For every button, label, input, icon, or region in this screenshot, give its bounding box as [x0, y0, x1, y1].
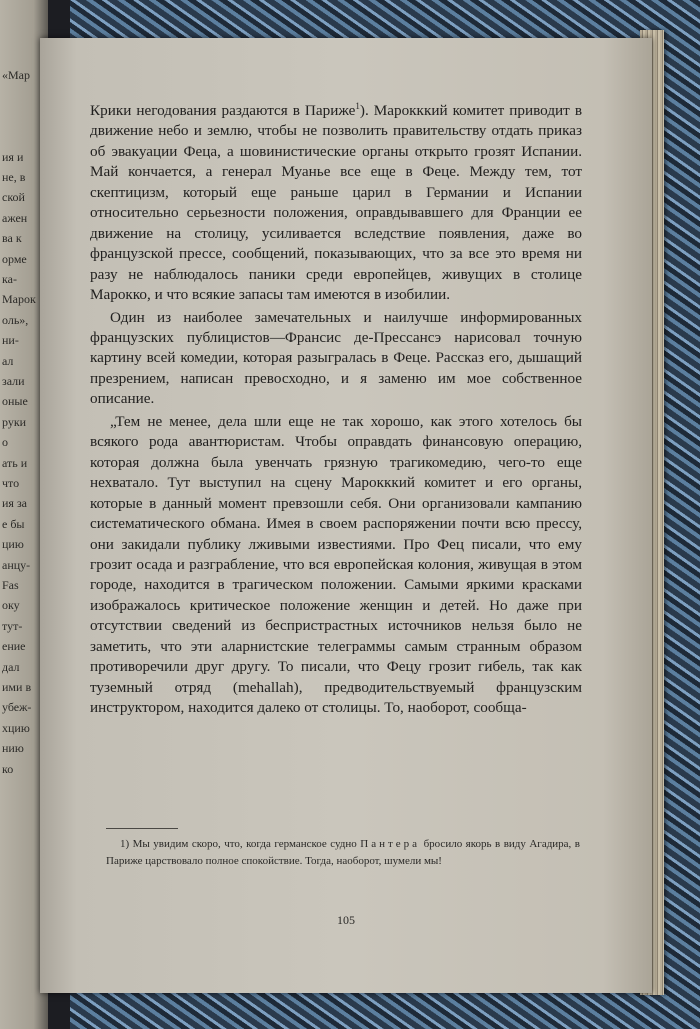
left-page-line: оные	[2, 394, 28, 409]
left-page-line: убеж-	[2, 700, 32, 715]
left-page-line: не, в	[2, 170, 26, 184]
left-page-line: зали	[2, 374, 25, 388]
footnote-reference[interactable]: 1	[355, 100, 360, 111]
left-page-line: руки	[2, 414, 27, 429]
paragraph-2: Один из наиболее замечательных и наилучше информированных французских публицистов—Франсис де-Прессансэ нарисовал точную картину всей комедии, которая разыгралась в Феце. Рассказ его, дышащий презрением, написан превосходно, и я заменю им мое собственное описание.	[90, 308, 582, 408]
left-page-line: ва к	[2, 231, 22, 246]
footnote-ship-name: Пантера	[360, 838, 421, 850]
page-number: 105	[337, 913, 355, 927]
paragraph-1	[90, 101, 582, 306]
footnote	[106, 836, 580, 870]
left-page-line: оку	[2, 598, 20, 613]
book-page	[40, 38, 652, 993]
left-page-line: оль»,	[2, 312, 29, 327]
left-page-line: ни-	[2, 333, 19, 348]
footnote-text-after: бросило якорь в виду Агадира, в Париже царствовало полное спокойствие. Тогда, наоборот, шумели мы!	[106, 838, 580, 867]
left-page-line: ко	[2, 761, 14, 776]
left-page-line: цию	[2, 537, 24, 552]
left-page-line: анцу-	[2, 557, 31, 572]
left-page-line: ими в	[2, 680, 32, 694]
footnote-divider	[106, 828, 178, 829]
left-page-line: е бы	[2, 516, 25, 531]
left-page-line: «Мар	[2, 68, 30, 82]
footnote-marker: 1)	[120, 838, 130, 850]
left-page-line: ия за	[2, 496, 28, 511]
left-page-line: о	[2, 435, 8, 450]
left-page-line: ка-	[2, 272, 17, 286]
left-page-line: тут-	[2, 618, 23, 633]
paragraph-1-text: Крики негодования раздаются в Париже	[90, 102, 356, 119]
left-page-line: ать и	[2, 455, 28, 470]
left-page-line: ской	[2, 190, 25, 205]
paragraph-1-continuation: ). Марокккий комитет приводит в движение небо и землю, чтобы не позволить правительству отдать приказ об эвакуации Феца, а шовинистические органы открыто грозят Испании. Май кончается, а генерал Муанье все еще в Феце. Между тем, тот скептицизм, который еще раньше царил в Германии и Испании относительно серьезности положения, оправдывавшего для Франции ее движение на столицу, усиливается вследствие появления, даже во французской прессе, сообщений, показывающих, что за все это время ни разу не наблюдалось паники среди европейцев, живущих в столице Марокко, и что всякие запасы там имеются в изобилии.	[90, 102, 582, 304]
left-page-line: ал	[2, 353, 14, 368]
left-page-line: нию	[2, 741, 24, 756]
left-page-line: ия и	[2, 149, 24, 164]
left-page-line: Марок	[2, 292, 36, 307]
left-page-line: Fas	[2, 578, 19, 592]
paragraph-3: „Тем не менее, дела шли еще не так хорошо, как этого хотелось бы всякого рода авантюристам. Чтобы оправдать финансовую операцию, которая должна была увенчать грязную трагикомедию, чего-то еще нехватало. Тут выступил на сцену Марокккий комитет и его органы, которые в данный момент превзошли себя. Они организовали кампанию систематического обмана. Имея в своем распоряжении почти всю прессу, они закидали публику лживыми известиями. Про Фец писали, что ему грозит осада и разграбление, что вся европейская колония, живущая в этом городе, находится в трагическом положении. Самыми яркими красками изображалось критическое положение женщин и детей. Но даже при отсутствии сведений из беспристрастных источников нельзя было не заметить, что эти аларнистские телеграммы самым странным образом противоречили друг другу. То писали, что Фецу грозит гибель, так как туземный отряд (mehallah), предводительствуемый французским инструктором, находится далеко от столицы. То, наоборот, сообща-	[90, 412, 582, 717]
left-page-line: ажен	[2, 210, 28, 225]
left-page-line: что	[2, 476, 20, 490]
body-text	[90, 101, 582, 719]
footnote-text-before: Мы увидим скоро, что, когда германское судно	[132, 838, 357, 850]
left-page-line: орме	[2, 251, 27, 266]
left-page-line: хцию	[2, 720, 30, 735]
left-page-line: ение	[2, 639, 26, 654]
left-page-line: дал	[2, 659, 20, 674]
